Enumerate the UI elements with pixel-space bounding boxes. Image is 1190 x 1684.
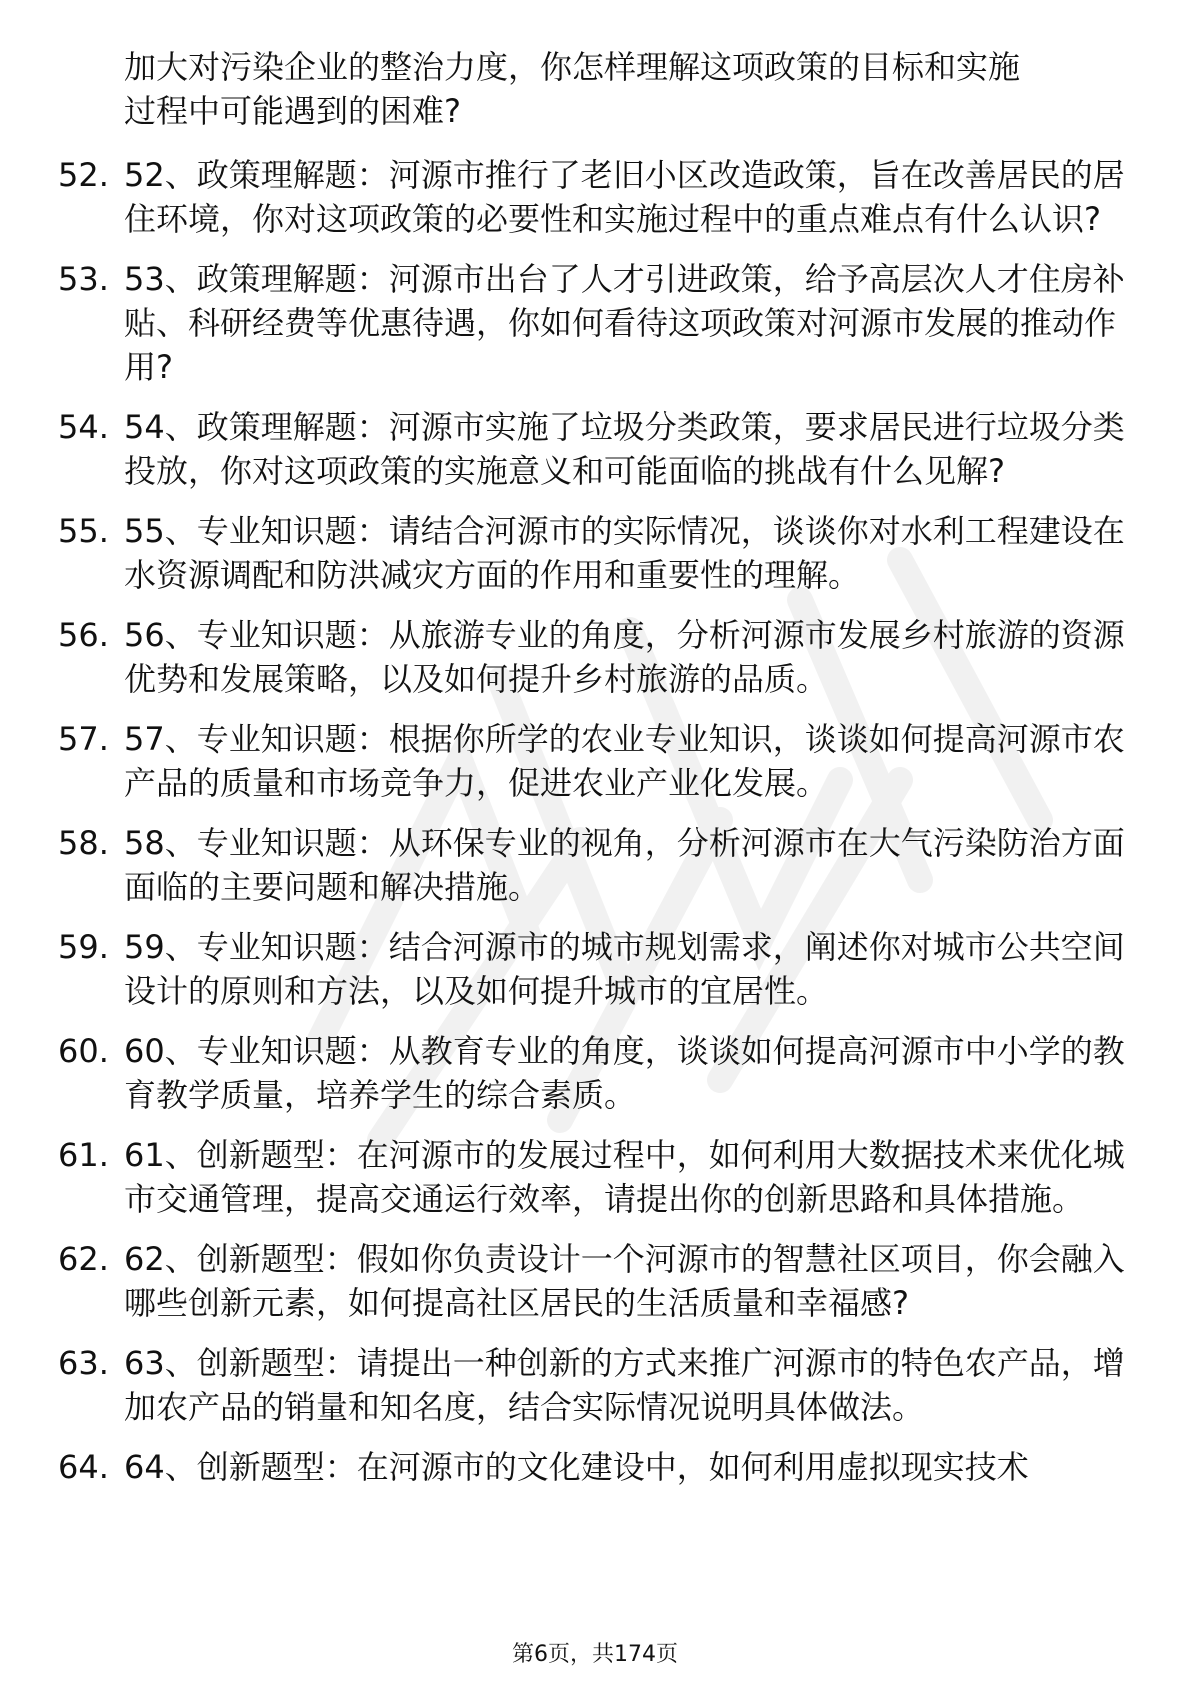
- item-text: 56、专业知识题：从旅游专业的角度，分析河源市发展乡村旅游的资源优势和发展策略，以及如何提升乡村旅游的品质。: [124, 616, 1125, 698]
- item-text: 55、专业知识题：请结合河源市的实际情况，谈谈你对水利工程建设在水资源调配和防洪减灾方面的作用和重要性的理解。: [124, 512, 1125, 594]
- item-number: 63.: [58, 1344, 109, 1382]
- continued-line-2: 过程中可能遇到的困难?: [124, 92, 461, 130]
- item-number: 59.: [58, 928, 109, 966]
- item-text: 61、创新题型：在河源市的发展过程中，如何利用大数据技术来优化城市交通管理，提高交通运行效率，请提出你的创新思路和具体措施。: [124, 1136, 1125, 1218]
- item-text: 54、政策理解题：河源市实施了垃圾分类政策，要求居民进行垃圾分类投放，你对这项政策的实施意义和可能面临的挑战有什么见解?: [124, 408, 1125, 490]
- question-content: [58, 45, 1138, 1505]
- item-number: 61.: [58, 1136, 109, 1174]
- item-number: 53.: [58, 260, 109, 298]
- item-text: 62、创新题型：假如你负责设计一个河源市的智慧社区项目，你会融入哪些创新元素，如何提高社区居民的生活质量和幸福感?: [124, 1240, 1125, 1322]
- list-item: [58, 1341, 1138, 1429]
- item-number: 60.: [58, 1032, 109, 1070]
- question-list: [58, 153, 1138, 1489]
- list-item: [58, 1237, 1138, 1325]
- item-text: 52、政策理解题：河源市推行了老旧小区改造政策，旨在改善居民的居住环境，你对这项政策的必要性和实施过程中的重点难点有什么认识?: [124, 156, 1125, 238]
- item-number: 52.: [58, 156, 109, 194]
- item-text: 53、政策理解题：河源市出台了人才引进政策，给予高层次人才住房补贴、科研经费等优惠待遇，你如何看待这项政策对河源市发展的推动作用?: [124, 260, 1125, 386]
- list-item: [58, 613, 1138, 701]
- item-number: 64.: [58, 1448, 109, 1486]
- list-item: [58, 717, 1138, 805]
- item-number: 58.: [58, 824, 109, 862]
- item-number: 54.: [58, 408, 109, 446]
- page-number-label: 第6页，共174页: [512, 1642, 678, 1667]
- list-item: [58, 821, 1138, 909]
- list-item: [58, 1133, 1138, 1221]
- item-number: 62.: [58, 1240, 109, 1278]
- item-text: 59、专业知识题：结合河源市的城市规划需求，阐述你对城市公共空间设计的原则和方法，以及如何提升城市的宜居性。: [124, 928, 1125, 1010]
- list-item: [58, 925, 1138, 1013]
- item-text: 60、专业知识题：从教育专业的角度，谈谈如何提高河源市中小学的教育教学质量，培养学生的综合素质。: [124, 1032, 1125, 1114]
- continued-line-1: 加大对污染企业的整治力度，你怎样理解这项政策的目标和实施: [124, 48, 1021, 86]
- list-item: [58, 405, 1138, 493]
- list-item: [58, 1029, 1138, 1117]
- item-text: 64、创新题型：在河源市的文化建设中，如何利用虚拟现实技术: [124, 1448, 1029, 1486]
- item-number: 57.: [58, 720, 109, 758]
- list-item: [58, 1445, 1138, 1489]
- item-text: 57、专业知识题：根据你所学的农业专业知识，谈谈如何提高河源市农产品的质量和市场竞争力，促进农业产业化发展。: [124, 720, 1125, 802]
- item-number: 55.: [58, 512, 109, 550]
- list-item: [58, 509, 1138, 597]
- item-number: 56.: [58, 616, 109, 654]
- page-footer: [0, 1637, 1190, 1668]
- list-item: [58, 257, 1138, 389]
- item-text: 63、创新题型：请提出一种创新的方式来推广河源市的特色农产品，增加农产品的销量和知名度，结合实际情况说明具体做法。: [124, 1344, 1125, 1426]
- item-text: 58、专业知识题：从环保专业的视角，分析河源市在大气污染防治方面面临的主要问题和解决措施。: [124, 824, 1125, 906]
- list-item: [58, 153, 1138, 241]
- continued-question-text: [58, 45, 1138, 133]
